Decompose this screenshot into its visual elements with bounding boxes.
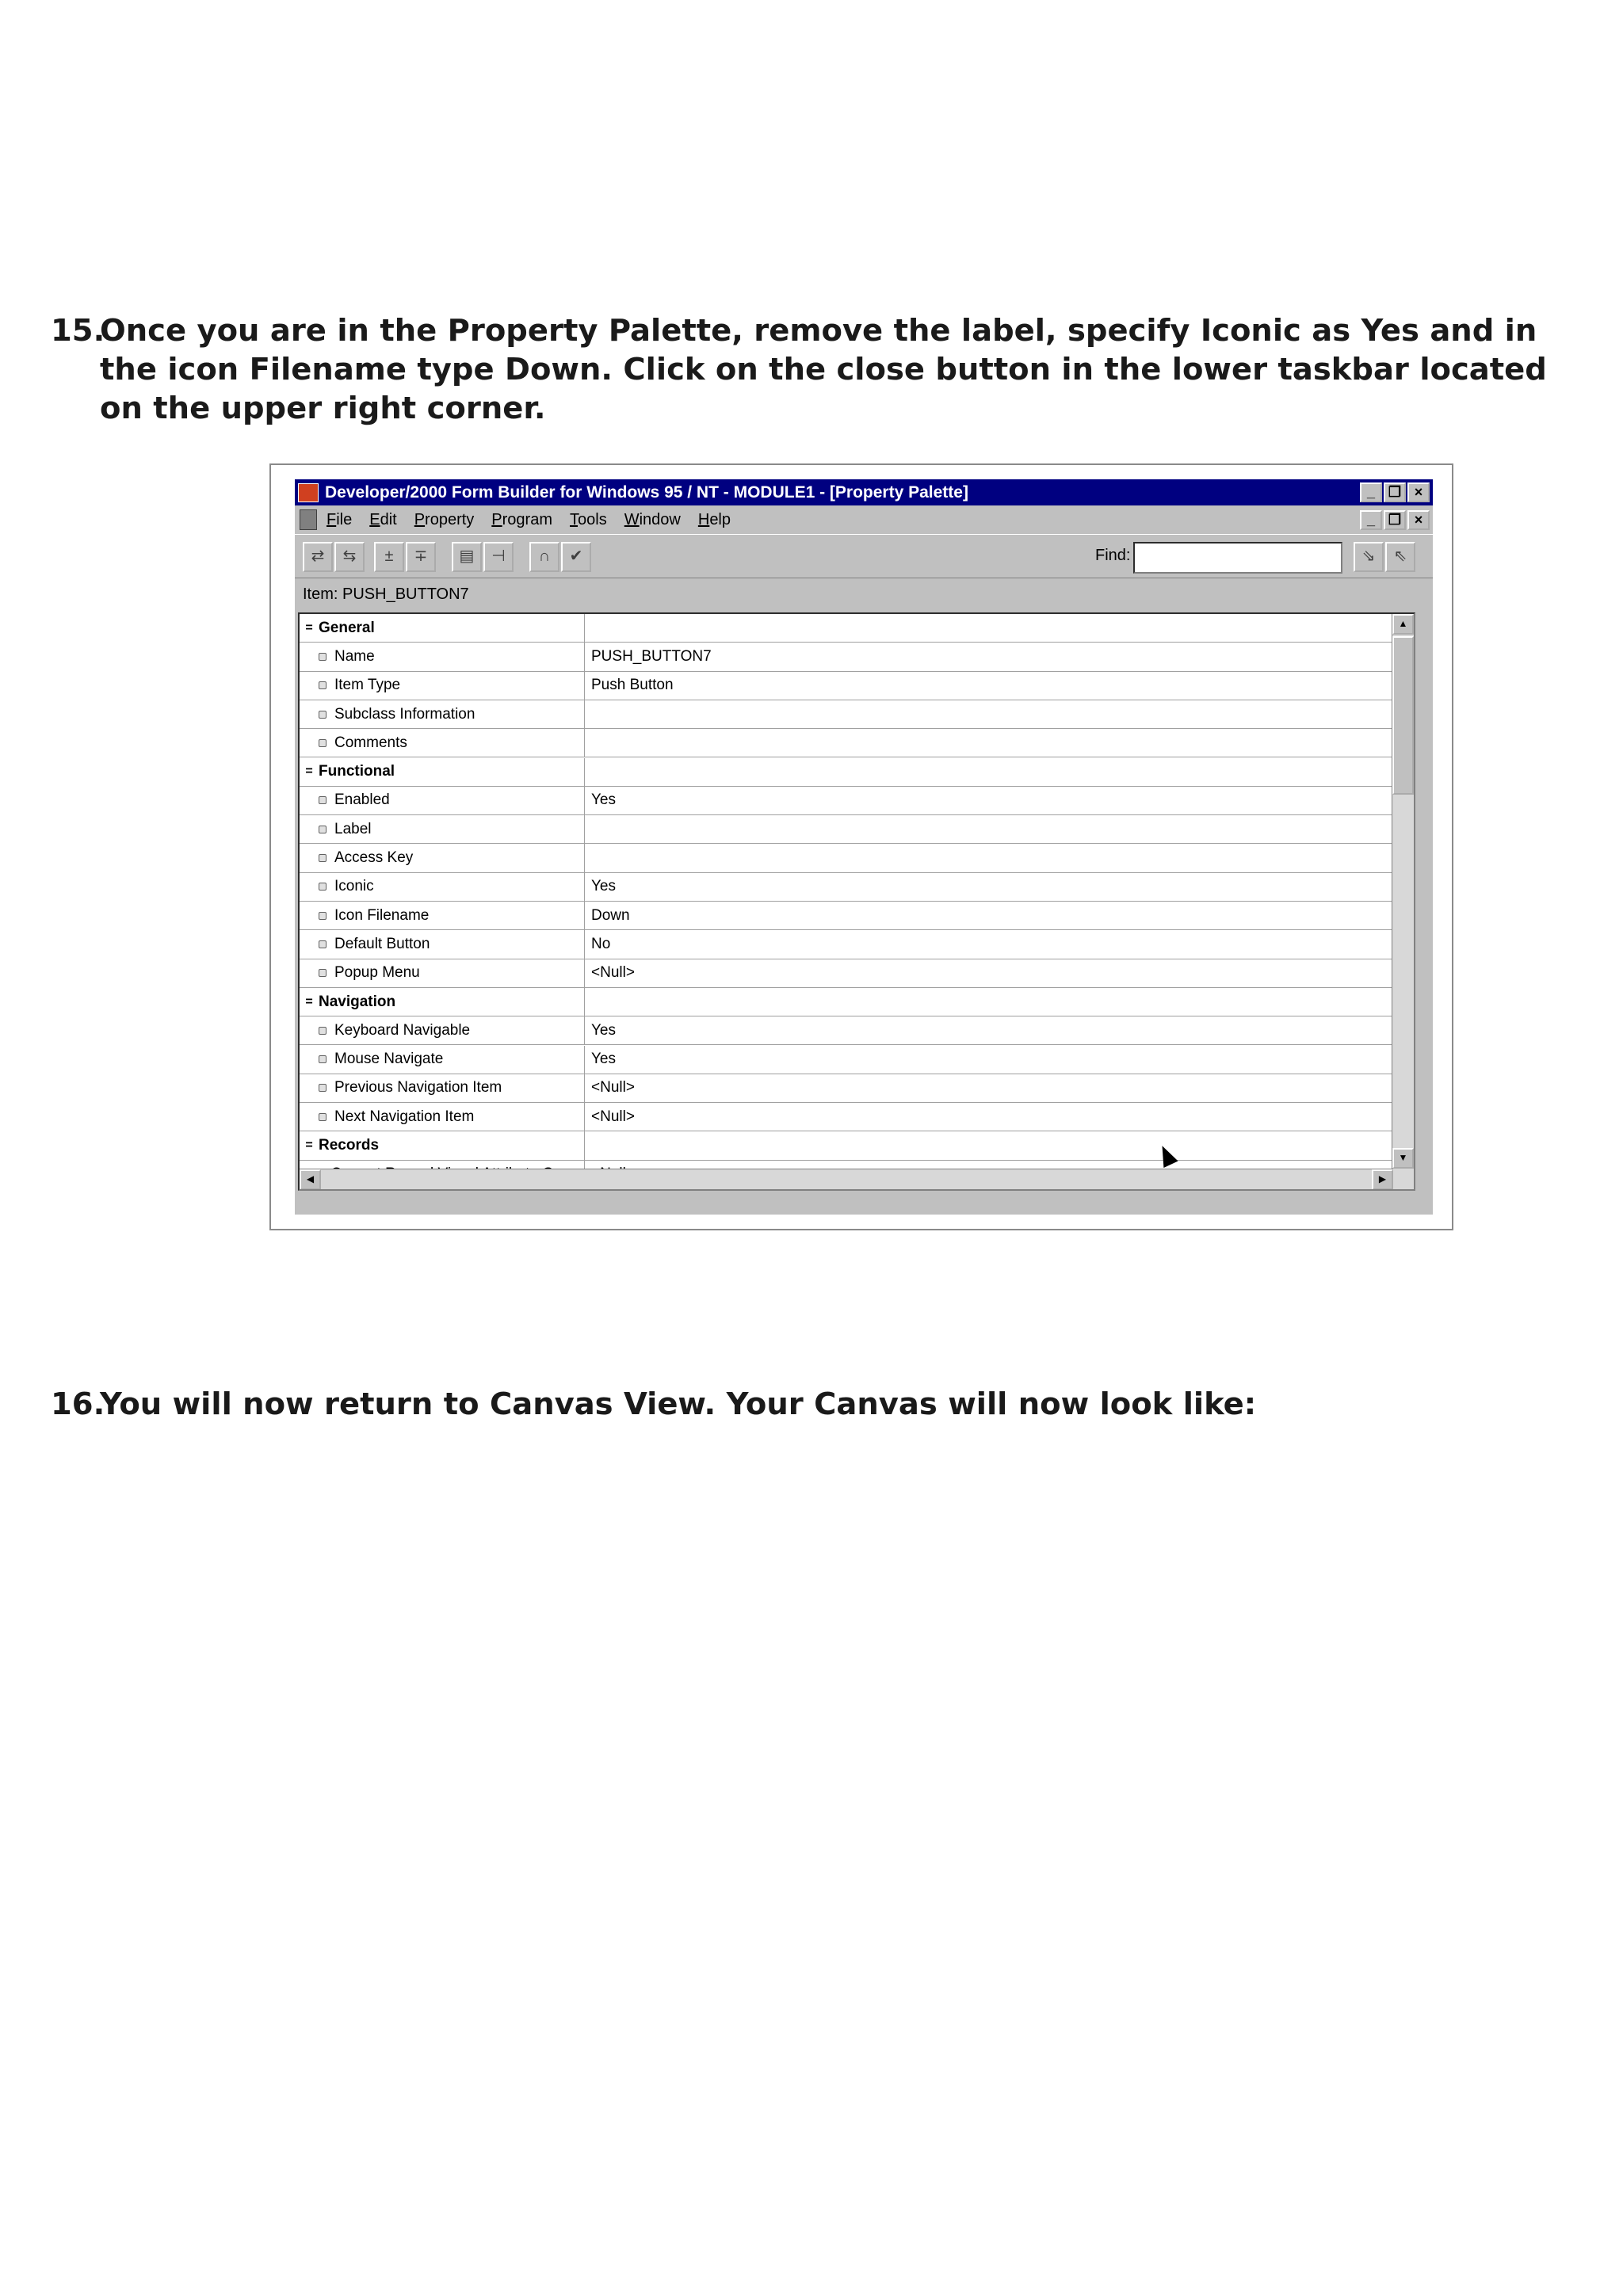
property-label: Keyboard Navigable xyxy=(334,1021,471,1039)
copy-properties-icon[interactable]: ⇄ xyxy=(303,542,333,572)
property-bullet-icon xyxy=(319,711,327,719)
property-label: Icon Filename xyxy=(334,906,430,924)
collapse-icon[interactable]: = xyxy=(305,1138,313,1153)
property-class-icon[interactable]: ▤ xyxy=(452,542,482,572)
menu-file[interactable]: File xyxy=(327,510,353,528)
find-input[interactable] xyxy=(1133,542,1342,574)
property-value[interactable]: Yes xyxy=(591,1051,616,1068)
title-bar xyxy=(295,479,1433,505)
property-bullet-icon xyxy=(319,739,327,747)
category-row[interactable] xyxy=(300,758,1393,787)
app-icon xyxy=(298,483,319,502)
delete-property-icon[interactable]: ∓ xyxy=(406,542,436,572)
property-value[interactable]: Yes xyxy=(591,791,616,809)
property-row[interactable] xyxy=(300,959,1393,988)
property-name xyxy=(300,758,585,786)
property-name xyxy=(300,787,585,814)
property-bullet-icon xyxy=(319,912,327,920)
scroll-thumb[interactable] xyxy=(1392,636,1414,795)
property-row[interactable] xyxy=(300,643,1393,671)
scroll-up-icon[interactable]: ▲ xyxy=(1392,614,1414,635)
category-row[interactable] xyxy=(300,1131,1393,1160)
property-name xyxy=(300,1103,585,1131)
toolbar xyxy=(295,534,1433,578)
property-bullet-icon xyxy=(319,1055,327,1063)
property-bullet-icon xyxy=(319,883,327,891)
property-label: Comments xyxy=(334,734,407,751)
property-palette-screenshot xyxy=(269,463,1453,1230)
property-label: Records xyxy=(319,1137,380,1154)
scroll-down-icon[interactable]: ▼ xyxy=(1392,1148,1414,1169)
doc-close-button[interactable]: × xyxy=(1407,510,1430,530)
collapse-icon[interactable]: = xyxy=(305,765,313,779)
property-label: Access Key xyxy=(334,849,414,867)
close-button[interactable]: × xyxy=(1407,482,1430,502)
menu-edit[interactable]: Edit xyxy=(369,510,397,528)
property-label: Popup Menu xyxy=(334,964,420,982)
scroll-left-icon[interactable]: ◀ xyxy=(300,1169,321,1190)
property-bullet-icon xyxy=(319,653,327,661)
property-value[interactable]: Push Button xyxy=(591,677,674,694)
search-backward-icon[interactable]: ⇖ xyxy=(1385,542,1415,572)
property-row[interactable] xyxy=(300,902,1393,930)
property-name xyxy=(300,729,585,757)
property-name xyxy=(300,930,585,958)
property-row[interactable] xyxy=(300,1074,1393,1103)
property-value[interactable]: Yes xyxy=(591,878,616,895)
collapse-icon[interactable]: = xyxy=(305,620,313,635)
property-row[interactable] xyxy=(300,1016,1393,1045)
doc-minimize-button[interactable]: _ xyxy=(1360,510,1382,530)
property-name xyxy=(300,815,585,843)
step-text: Once you are in the Property Palette, remove the label, specify Iconic as Yes and in the icon Filename type Down. Click on the close button in the lower taskbar located on the upper right corner. xyxy=(100,313,1547,426)
property-label: Name xyxy=(334,647,375,665)
property-label: Previous Navigation Item xyxy=(334,1079,502,1097)
scroll-right-icon[interactable]: ▶ xyxy=(1372,1169,1393,1190)
property-label: General xyxy=(319,619,375,636)
property-name xyxy=(300,844,585,871)
property-bullet-icon xyxy=(319,969,327,977)
property-name xyxy=(300,1046,585,1074)
property-label: Functional xyxy=(319,763,395,780)
form-builder-window xyxy=(295,479,1433,1215)
paste-properties-icon[interactable]: ⇆ xyxy=(334,542,365,572)
add-property-icon[interactable]: ± xyxy=(374,542,404,572)
property-value[interactable]: PUSH_BUTTON7 xyxy=(591,647,712,665)
property-bullet-icon xyxy=(319,796,327,804)
property-value[interactable]: <Null> xyxy=(591,1079,635,1097)
property-grid xyxy=(298,612,1415,1191)
item-label: Item: PUSH_BUTTON7 xyxy=(303,585,469,603)
step-number: 15. xyxy=(51,313,105,349)
property-value[interactable]: Yes xyxy=(591,1021,616,1039)
property-name xyxy=(300,1131,585,1159)
property-value[interactable]: Down xyxy=(591,906,630,924)
menu-help[interactable]: Help xyxy=(697,510,731,528)
property-bullet-icon xyxy=(319,1084,327,1092)
menu-program[interactable]: Program xyxy=(491,510,552,528)
property-bullet-icon xyxy=(319,826,327,833)
property-name xyxy=(300,643,585,670)
step-15 xyxy=(51,311,1572,428)
document-icon[interactable] xyxy=(300,509,317,530)
property-name xyxy=(300,988,585,1016)
menu-property[interactable]: Property xyxy=(414,510,475,528)
property-label: Subclass Information xyxy=(334,705,475,723)
property-label: Default Button xyxy=(334,935,430,952)
collapse-icon[interactable]: = xyxy=(305,994,313,1009)
property-row[interactable] xyxy=(300,1103,1393,1131)
vertical-scrollbar[interactable] xyxy=(1392,614,1414,1189)
property-row[interactable] xyxy=(300,930,1393,959)
property-name xyxy=(300,672,585,700)
property-bullet-icon xyxy=(319,1027,327,1035)
property-value[interactable]: <Null> xyxy=(591,1108,635,1125)
property-row[interactable] xyxy=(300,1046,1393,1074)
property-name xyxy=(300,873,585,901)
step-number: 16. xyxy=(51,1386,105,1422)
property-bullet-icon xyxy=(319,681,327,689)
property-bullet-icon xyxy=(319,940,327,948)
property-row[interactable] xyxy=(300,815,1393,844)
property-label: Next Navigation Item xyxy=(334,1108,475,1125)
step-text: You will now return to Canvas View. Your Canvas will now look like: xyxy=(100,1386,1257,1422)
doc-restore-button[interactable]: ❐ xyxy=(1384,510,1406,530)
minimize-button[interactable]: _ xyxy=(1360,482,1382,502)
property-label: Label xyxy=(334,820,372,837)
property-row[interactable] xyxy=(300,700,1393,729)
step-16 xyxy=(51,1385,1572,1424)
menu-tools[interactable]: Tools xyxy=(570,510,607,528)
property-label: Mouse Navigate xyxy=(334,1051,444,1068)
property-row[interactable] xyxy=(300,787,1393,815)
property-name xyxy=(300,959,585,987)
property-name xyxy=(300,902,585,929)
property-label: Item Type xyxy=(334,677,401,694)
menu-window[interactable]: Window xyxy=(624,510,681,528)
property-label: Iconic xyxy=(334,878,374,895)
freeze-icon[interactable]: ✔ xyxy=(561,542,591,572)
property-row[interactable] xyxy=(300,873,1393,902)
property-name xyxy=(300,1016,585,1044)
property-bullet-icon xyxy=(319,1113,327,1121)
property-row[interactable] xyxy=(300,844,1393,872)
property-value[interactable]: No xyxy=(591,935,611,952)
property-row[interactable] xyxy=(300,729,1393,757)
property-name xyxy=(300,700,585,728)
window-title: Developer/2000 Form Builder for Windows 95 / NT - MODULE1 - [Property Palette] xyxy=(325,482,968,502)
search-forward-icon[interactable]: ⇘ xyxy=(1354,542,1384,572)
horizontal-scrollbar[interactable] xyxy=(300,1169,1393,1189)
property-label: Navigation xyxy=(319,993,396,1010)
find-label: Find: xyxy=(1095,547,1131,564)
category-row[interactable] xyxy=(300,988,1393,1016)
restore-button[interactable]: ❐ xyxy=(1384,482,1406,502)
intersection-icon[interactable]: ∩ xyxy=(529,542,559,572)
property-row[interactable] xyxy=(300,672,1393,700)
property-bullet-icon xyxy=(319,854,327,862)
category-row[interactable] xyxy=(300,614,1393,643)
inherit-icon[interactable]: ⊣ xyxy=(483,542,514,572)
property-label: Enabled xyxy=(334,791,390,809)
property-value[interactable]: <Null> xyxy=(591,964,635,982)
menu-bar xyxy=(295,505,1433,534)
property-name xyxy=(300,614,585,642)
property-name xyxy=(300,1074,585,1102)
